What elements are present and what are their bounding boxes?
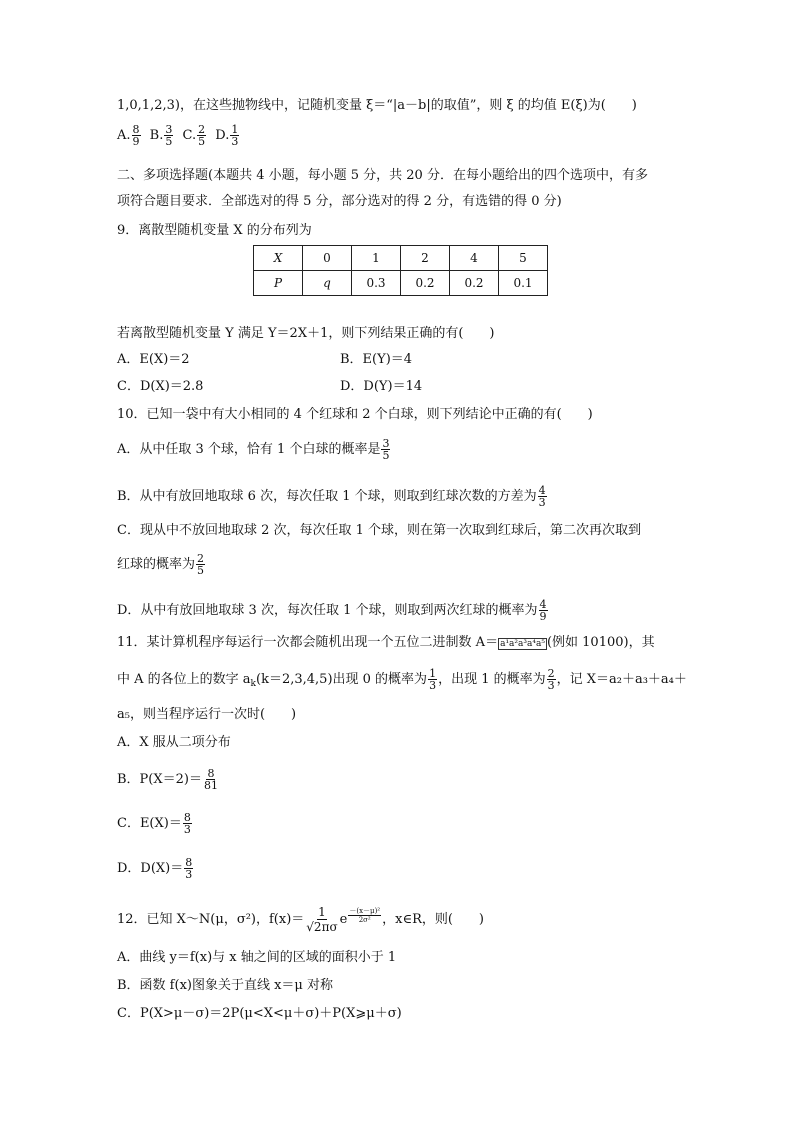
table-cell: 0.2 — [450, 271, 499, 296]
q11-stem-line1: 11．某计算机程序每运行一次都会随机出现一个五位二进制数 A＝ a¹a²a³a⁴a⁵ (例如 10100)，其 — [117, 635, 655, 650]
q9-option-c: C．D(X)＝2.8 — [117, 379, 204, 394]
q10-stem: 10．已知一袋中有大小相同的 4 个红球和 2 个白球，则下列结论中正确的有( ) — [117, 407, 593, 422]
q8-options — [117, 124, 240, 147]
q8-option-b: B. $\frac{3}{5}$ — [149, 123, 173, 148]
q8-stem: 1,0,1,2,3)，在这些抛物线中，记随机变量 ξ＝“|a－b|的取值”，则 ξ 的均值 E(ξ)为( ) — [117, 98, 637, 113]
table-cell: q — [303, 271, 352, 296]
q10-option-a: A．从中任取 3 个球，恰有 1 个白球的概率是 $\frac{3}{5}$ — [117, 437, 390, 462]
normal-density-fraction: $\frac{1}{√2\pi\sigma}$ — [306, 905, 338, 934]
q11-stem-line3: a₅，则当程序运行一次时( ) — [117, 707, 297, 722]
q12-stem: 12．已知 X～N(μ，σ²)，f(x)＝ $\frac{1}{√2\pi\sigma}$ e $\frac{\text{－(x－μ)²}}{\text{2σ²}}$ ，x∈R，则( ) — [117, 905, 484, 934]
q10-option-c-line1: C．现从中不放回地取球 2 次，每次任取 1 个球，则在第一次取到红球后，第二次再次取到 — [117, 523, 642, 538]
q10-option-b: B．从中有放回地取球 6 次，每次任取 1 个球，则取到红球次数的方差为 $\frac{4}{3}$ — [117, 484, 546, 509]
table-cell: 5 — [499, 246, 548, 271]
q9-distribution-table — [253, 245, 548, 296]
table-cell: 2 — [401, 246, 450, 271]
q9-option-a: A．E(X)＝2 — [117, 352, 190, 367]
q9-option-b: B．E(Y)＝4 — [340, 352, 413, 367]
q10-option-c-line2: 红球的概率为 $\frac{2}{5}$ — [117, 552, 205, 577]
q8-option-c: C. $\frac{2}{5}$ — [182, 123, 206, 148]
q11-option-a: A．X 服从二项分布 — [117, 735, 231, 750]
table-cell: 0.2 — [401, 271, 450, 296]
table-cell: X — [254, 246, 303, 271]
q12-option-b: B．函数 f(x)图象关于直线 x＝μ 对称 — [117, 978, 334, 993]
q9-stem: 9．离散型随机变量 X 的分布列为 — [117, 223, 312, 238]
q11-option-d: D．D(X)＝ $\frac{8}{3}$ — [117, 856, 193, 881]
boxed-binary-number: a¹a²a³a⁴a⁵ — [500, 639, 545, 649]
table-cell: 0 — [303, 246, 352, 271]
q8-option-d: D. $\frac{1}{3}$ — [215, 123, 239, 148]
section-heading-line1: 二、多项选择题(本题共 4 小题，每小题 5 分，共 20 分．在每小题给出的四个选项中，有多 — [117, 168, 648, 183]
section-heading-line2: 项符合题目要求．全部选对的得 5 分，部分选对的得 2 分，有选错的得 0 分) — [117, 194, 562, 209]
table-cell: 0.3 — [352, 271, 401, 296]
q11-option-c: C．E(X)＝ $\frac{8}{3}$ — [117, 811, 191, 836]
table-cell: 1 — [352, 246, 401, 271]
table-cell: 4 — [450, 246, 499, 271]
exponent-fraction: $\frac{\text{－(x－μ)²}}{\text{2σ²}}$ — [349, 907, 381, 924]
q9-option-d: D．D(Y)＝14 — [340, 379, 423, 394]
table-cell: 0.1 — [499, 271, 548, 296]
table-cell: P — [254, 271, 303, 296]
q12-option-c: C．P(X>μ－σ)＝2P(μ<X<μ＋σ)＋P(X⩾μ＋σ) — [117, 1006, 402, 1021]
q9-condition: 若离散型随机变量 Y 满足 Y＝2X＋1，则下列结果正确的有( ) — [117, 326, 495, 341]
q11-option-b: B．P(X＝2)＝ $\frac{8}{81}$ — [117, 767, 218, 792]
table-row — [254, 271, 548, 296]
q12-option-a: A．曲线 y＝f(x)与 x 轴之间的区域的面积小于 1 — [117, 950, 397, 965]
q10-option-d: D．从中有放回地取球 3 次，每次任取 1 个球，则取到两次红球的概率为 $\frac{4}{9}$ — [117, 598, 547, 623]
table-row — [254, 246, 548, 271]
q11-stem-line2: 中 A 的各位上的数字 $a_k(k=2,3,4,5)$出现 0 的概率为 $\frac{1}{3}$ ，出现 1 的概率为 $\frac{2}{3}$ ，记 X＝a₂＋a₃＋a₄＋ — [117, 667, 687, 692]
q8-option-a: A. $\frac{8}{9}$ — [117, 123, 140, 148]
